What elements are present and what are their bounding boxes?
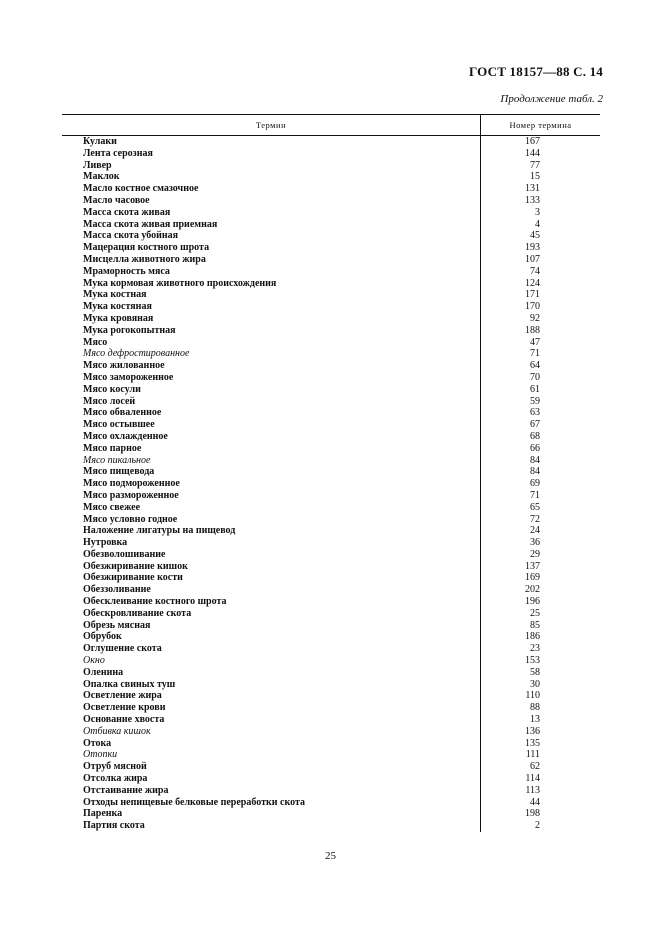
term-number-cell: 61: [530, 383, 540, 395]
table-row: [62, 537, 600, 549]
table-row: [62, 655, 600, 667]
table-row: [62, 242, 600, 254]
term-cell: Мясо дефростированное: [83, 348, 190, 360]
table-row: [62, 561, 600, 573]
table-row: [62, 384, 600, 396]
table-row: [62, 337, 600, 349]
term-number-cell: 70: [530, 371, 540, 383]
term-cell: Паренка: [83, 808, 123, 820]
table-row: [62, 266, 600, 278]
table-row: [62, 808, 600, 820]
table-row: [62, 514, 600, 526]
term-cell: Отруб мясной: [83, 761, 147, 773]
table-row: [62, 289, 600, 301]
term-number-cell: 136: [525, 725, 540, 737]
term-number-cell: 59: [530, 395, 540, 407]
term-cell: Мука кровяная: [83, 312, 154, 324]
term-cell: Мясо лосей: [83, 395, 136, 407]
term-cell: Масло костное смазочное: [83, 183, 199, 195]
term-cell: Обрубок: [83, 631, 122, 643]
term-cell: Мясо размороженное: [83, 489, 179, 501]
term-cell: Мясо подмороженное: [83, 478, 180, 490]
term-cell: Окно: [83, 655, 105, 667]
term-number-cell: 153: [525, 655, 540, 667]
term-number-cell: 167: [525, 136, 540, 147]
term-number-cell: 88: [530, 702, 540, 714]
term-cell: Мацерация костного шрота: [83, 242, 210, 254]
term-number-cell: 66: [530, 442, 540, 454]
term-number-cell: 64: [530, 360, 540, 372]
term-number-cell: 24: [530, 525, 540, 537]
table-row: [62, 136, 600, 148]
term-number-cell: 63: [530, 407, 540, 419]
term-number-cell: 107: [525, 253, 540, 265]
term-cell: Кулаки: [83, 136, 117, 147]
table-row: [62, 466, 600, 478]
term-number-cell: 65: [530, 501, 540, 513]
document-code: ГОСТ 18157—88 С. 14: [469, 64, 603, 79]
table-row: [62, 348, 600, 360]
term-cell: Мясо парное: [83, 442, 142, 454]
table-row: [62, 171, 600, 183]
table-row: [62, 797, 600, 809]
term-number-cell: 84: [530, 466, 540, 478]
term-cell: Мясо пикальное: [83, 454, 151, 466]
term-number-cell: 113: [525, 784, 540, 796]
term-cell: Мука кормовая животного происхождения: [83, 277, 277, 289]
table-header: [62, 114, 600, 136]
table-row: [62, 230, 600, 242]
table-row: [62, 620, 600, 632]
term-number-cell: 92: [530, 312, 540, 324]
table-row: [62, 301, 600, 313]
term-cell: Обезжиривание кости: [83, 572, 183, 584]
term-cell: Мясо: [83, 336, 108, 348]
term-number-cell: 13: [530, 714, 540, 726]
table-row: [62, 160, 600, 172]
table-row: [62, 490, 600, 502]
table-row: [62, 431, 600, 443]
term-cell: Мясо свежее: [83, 501, 141, 513]
term-cell: Основание хвоста: [83, 714, 165, 726]
term-number-cell: 30: [530, 678, 540, 690]
table-row: [62, 702, 600, 714]
term-cell: Оленина: [83, 666, 124, 678]
term-cell: Мясо жилованное: [83, 360, 165, 372]
term-cell: Обезжиривание кишок: [83, 560, 188, 572]
term-number-cell: 44: [530, 796, 540, 808]
term-number-cell: 77: [530, 159, 540, 171]
term-cell: Мясо косули: [83, 383, 141, 395]
table-row: [62, 643, 600, 655]
term-number-cell: 124: [525, 277, 540, 289]
term-number-cell: 68: [530, 430, 540, 442]
term-cell: Масса скота живая приемная: [83, 218, 218, 230]
term-number-cell: 137: [525, 560, 540, 572]
table-row: [62, 608, 600, 620]
term-cell: Обеззоливание: [83, 584, 151, 596]
column-header-number: Номер термина: [480, 115, 600, 135]
table-row: [62, 761, 600, 773]
term-number-cell: 110: [525, 690, 540, 702]
term-cell: Мисцелла животного жира: [83, 253, 206, 265]
term-number-cell: 69: [530, 478, 540, 490]
table-row: [62, 773, 600, 785]
table-row: [62, 738, 600, 750]
term-number-cell: 114: [525, 773, 540, 785]
term-cell: Отока: [83, 737, 112, 749]
page-number: 25: [325, 850, 336, 862]
table-row: [62, 525, 600, 537]
term-number-cell: 193: [525, 242, 540, 254]
table-row: [62, 195, 600, 207]
term-number-cell: 67: [530, 419, 540, 431]
term-cell: Мука костяная: [83, 301, 152, 313]
term-number-cell: 71: [530, 348, 540, 360]
term-cell: Мясо условно годное: [83, 513, 178, 525]
term-number-cell: 111: [525, 749, 540, 761]
table-row: [62, 549, 600, 561]
term-number-cell: 188: [525, 324, 540, 336]
term-cell: Мука рогокопытная: [83, 324, 176, 336]
table-continuation-note: Продолжение табл. 2: [500, 93, 603, 105]
table-row: [62, 820, 600, 832]
table-row: [62, 667, 600, 679]
table-row: [62, 372, 600, 384]
term-cell: Нутровка: [83, 537, 128, 549]
term-cell: Отсолка жира: [83, 773, 148, 785]
table-row: [62, 407, 600, 419]
terms-table: [62, 114, 600, 832]
term-cell: Отходы непищевые белковые переработки скота: [83, 796, 305, 808]
term-number-cell: 23: [530, 643, 540, 655]
term-number-cell: 2: [535, 820, 540, 832]
table-row: [62, 313, 600, 325]
table-row: [62, 254, 600, 266]
table-body: [62, 136, 600, 832]
term-cell: Мука костная: [83, 289, 147, 301]
term-cell: Обезволошивание: [83, 548, 166, 560]
term-cell: Партия скота: [83, 820, 145, 832]
term-number-cell: 4: [535, 218, 540, 230]
term-number-cell: 135: [525, 737, 540, 749]
table-row: [62, 278, 600, 290]
term-number-cell: 202: [525, 584, 540, 596]
term-number-cell: 15: [530, 171, 540, 183]
term-cell: Осветление жира: [83, 690, 162, 702]
term-number-cell: 36: [530, 537, 540, 549]
table-row: [62, 749, 600, 761]
term-cell: Обесклеивание костного шрота: [83, 596, 227, 608]
table-row: [62, 219, 600, 231]
term-cell: Отбивка кишок: [83, 725, 151, 737]
term-cell: Обескровливание скота: [83, 607, 192, 619]
term-cell: Масса скота убойная: [83, 230, 179, 242]
term-number-cell: 58: [530, 666, 540, 678]
term-number-cell: 62: [530, 761, 540, 773]
term-cell: Обрезь мясная: [83, 619, 151, 631]
term-number-cell: 169: [525, 572, 540, 584]
table-row: [62, 502, 600, 514]
term-cell: Мраморность мяса: [83, 265, 170, 277]
table-row: [62, 785, 600, 797]
term-cell: Лента серозная: [83, 147, 153, 159]
term-number-cell: 170: [525, 301, 540, 313]
term-number-cell: 71: [530, 489, 540, 501]
term-number-cell: 171: [525, 289, 540, 301]
term-number-cell: 74: [530, 265, 540, 277]
term-cell: Мясо охлажденное: [83, 430, 168, 442]
table-row: [62, 207, 600, 219]
table-row: [62, 183, 600, 195]
table-row: [62, 679, 600, 691]
term-number-cell: 133: [525, 194, 540, 206]
term-cell: Отстаивание жира: [83, 784, 169, 796]
column-header-term: Термин: [255, 120, 287, 130]
table-row: [62, 325, 600, 337]
term-cell: Мясо пищевода: [83, 466, 155, 478]
term-number-cell: 25: [530, 607, 540, 619]
table-row: [62, 443, 600, 455]
term-number-cell: 144: [525, 147, 540, 159]
table-row: [62, 714, 600, 726]
table-row: [62, 690, 600, 702]
term-cell: Масло часовое: [83, 194, 150, 206]
table-row: [62, 148, 600, 160]
table-row: [62, 455, 600, 467]
term-number-cell: 131: [525, 183, 540, 195]
term-number-cell: 45: [530, 230, 540, 242]
term-number-cell: 198: [525, 808, 540, 820]
term-cell: Отопки: [83, 749, 118, 761]
table-row: [62, 584, 600, 596]
term-cell: Мясо остывшее: [83, 419, 155, 431]
term-cell: Маклок: [83, 171, 120, 183]
term-number-cell: 84: [530, 454, 540, 466]
table-row: [62, 726, 600, 738]
term-number-cell: 47: [530, 336, 540, 348]
term-number-cell: 3: [535, 206, 540, 218]
term-cell: Мясо замороженное: [83, 371, 174, 383]
table-row: [62, 396, 600, 408]
term-cell: Мясо обваленное: [83, 407, 162, 419]
term-cell: Масса скота живая: [83, 206, 171, 218]
term-number-cell: 196: [525, 596, 540, 608]
term-cell: Опалка свиных туш: [83, 678, 176, 690]
term-number-cell: 72: [530, 513, 540, 525]
table-row: [62, 572, 600, 584]
table-row: [62, 631, 600, 643]
term-cell: Ливер: [83, 159, 112, 171]
term-cell: Наложение лигатуры на пищевод: [83, 525, 236, 537]
term-cell: Осветление крови: [83, 702, 166, 714]
term-cell: Оглушение скота: [83, 643, 162, 655]
table-row: [62, 360, 600, 372]
table-row: [62, 478, 600, 490]
term-number-cell: 85: [530, 619, 540, 631]
table-row: [62, 419, 600, 431]
table-row: [62, 596, 600, 608]
term-number-cell: 186: [525, 631, 540, 643]
term-number-cell: 29: [530, 548, 540, 560]
